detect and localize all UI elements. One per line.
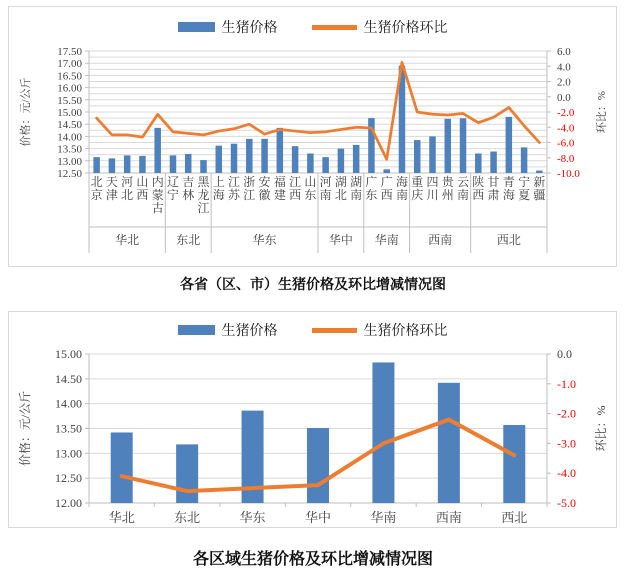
category-axis [89, 173, 547, 253]
svg-text:青海: 青海 [502, 175, 515, 202]
svg-text:上海: 上海 [212, 175, 225, 202]
svg-text:-3.0: -3.0 [557, 436, 576, 451]
svg-text:华南: 华南 [370, 510, 397, 525]
mom-series-label: 生猪价格环比 [363, 324, 448, 339]
category-axis [89, 503, 547, 525]
svg-text:华中: 华中 [328, 233, 353, 247]
svg-text:北京: 北京 [90, 175, 103, 202]
svg-text:陕西: 陕西 [472, 175, 485, 202]
svg-text:17.50: 17.50 [57, 46, 82, 58]
svg-text:16.00: 16.00 [57, 82, 82, 95]
region-chart-title: 各区域生猪价格及环比增减情况图 [192, 549, 433, 568]
province-price-chart [9, 39, 617, 255]
province-chart-title: 各省（区、市）生猪价格及环比增减情况图 [180, 277, 446, 293]
svg-text:-4.0: -4.0 [557, 122, 575, 135]
svg-text:13.50: 13.50 [57, 143, 82, 156]
mom-series-swatch [312, 328, 357, 333]
svg-text:-5.0: -5.0 [557, 496, 576, 510]
svg-text:四川: 四川 [426, 175, 439, 202]
svg-text:16.50: 16.50 [57, 70, 82, 83]
legend-item-mom [312, 17, 448, 37]
svg-text:15.50: 15.50 [57, 94, 82, 107]
svg-text:14.50: 14.50 [57, 119, 82, 132]
svg-text:价格：元/公斤: 价格：元/公斤 [18, 390, 32, 467]
svg-text:华北: 华北 [115, 233, 140, 247]
svg-text:4.0: 4.0 [557, 61, 571, 74]
svg-text:浙江: 浙江 [243, 175, 256, 202]
svg-text:-4.0: -4.0 [557, 466, 576, 481]
svg-text:湖北: 湖北 [334, 175, 347, 202]
svg-text:黑龙江: 黑龙江 [197, 175, 210, 215]
svg-text:安徽: 安徽 [258, 175, 271, 202]
price-series-label: 生猪价格 [221, 21, 278, 36]
svg-text:湖南: 湖南 [350, 175, 363, 202]
svg-text:-1.0: -1.0 [557, 376, 576, 391]
svg-text:河北: 河北 [121, 175, 134, 202]
svg-text:15.00: 15.00 [55, 347, 82, 361]
svg-text:17.00: 17.00 [57, 58, 82, 71]
svg-text:辽宁: 辽宁 [166, 175, 179, 202]
svg-text:山东: 山东 [304, 175, 317, 202]
svg-text:宁夏: 宁夏 [518, 175, 531, 202]
mom-series-swatch [312, 25, 357, 30]
region-chart-panel [8, 311, 617, 528]
legend-item-price [178, 320, 278, 340]
svg-text:华东: 华东 [252, 233, 277, 247]
svg-text:12.50: 12.50 [55, 471, 82, 486]
svg-text:14.00: 14.00 [57, 131, 82, 144]
svg-text:-10.0: -10.0 [557, 168, 580, 180]
svg-text:环比：%: 环比：% [594, 405, 608, 452]
svg-text:0.0: 0.0 [557, 347, 572, 361]
svg-text:2.0: 2.0 [557, 76, 571, 89]
legend-item-mom [312, 320, 448, 340]
region-chart-legend [9, 320, 616, 340]
svg-text:甘肃: 甘肃 [487, 175, 500, 202]
svg-text:0.0: 0.0 [557, 91, 571, 104]
price-series-label: 生猪价格 [221, 324, 278, 339]
svg-text:新疆: 新疆 [533, 175, 546, 202]
svg-text:重庆: 重庆 [411, 175, 424, 202]
svg-text:东北: 东北 [176, 233, 201, 247]
right-axis-ticks [547, 347, 576, 510]
svg-text:天津: 天津 [105, 175, 118, 202]
svg-text:吉林: 吉林 [182, 175, 195, 202]
svg-text:华南: 华南 [374, 233, 399, 247]
svg-text:-6.0: -6.0 [557, 137, 575, 150]
svg-text:-2.0: -2.0 [557, 107, 575, 119]
svg-text:广东: 广东 [365, 175, 378, 202]
svg-text:6.0: 6.0 [557, 46, 571, 58]
svg-text:-8.0: -8.0 [557, 152, 575, 165]
svg-text:华北: 华北 [108, 510, 135, 525]
svg-text:西南: 西南 [428, 233, 453, 247]
svg-text:河南: 河南 [319, 175, 332, 202]
svg-text:13.00: 13.00 [57, 155, 82, 168]
svg-text:广西: 广西 [380, 175, 393, 202]
svg-text:江西: 江西 [289, 175, 302, 202]
svg-text:价格：元/公斤: 价格：元/公斤 [20, 77, 32, 147]
svg-text:12.00: 12.00 [55, 496, 82, 510]
svg-text:内蒙古: 内蒙古 [151, 175, 164, 215]
svg-text:环比：%: 环比：% [596, 90, 608, 134]
region-price-chart [9, 340, 617, 528]
province-chart-legend [9, 17, 616, 37]
svg-text:贵州: 贵州 [441, 175, 454, 202]
svg-text:13.00: 13.00 [55, 446, 82, 461]
price-series-swatch [178, 22, 215, 32]
svg-text:-2.0: -2.0 [557, 406, 576, 421]
svg-text:12.50: 12.50 [57, 168, 82, 180]
svg-text:西南: 西南 [435, 510, 462, 525]
svg-text:13.50: 13.50 [55, 421, 82, 436]
svg-text:14.00: 14.00 [55, 396, 82, 411]
svg-text:江苏: 江苏 [228, 175, 241, 202]
mom-line [97, 62, 540, 159]
right-axis-ticks [547, 46, 580, 180]
svg-text:西北: 西北 [501, 510, 528, 525]
price-bars [111, 362, 526, 503]
svg-text:华中: 华中 [304, 510, 332, 525]
svg-text:14.50: 14.50 [55, 371, 82, 386]
svg-text:海南: 海南 [395, 175, 408, 202]
svg-text:山西: 山西 [136, 175, 149, 202]
svg-text:15.00: 15.00 [57, 107, 82, 119]
legend-item-price [178, 17, 278, 37]
price-series-swatch [178, 325, 215, 335]
svg-text:华东: 华东 [239, 510, 266, 525]
svg-text:西北: 西北 [496, 233, 521, 247]
left-axis-ticks [57, 46, 89, 180]
left-axis-ticks [55, 347, 89, 510]
mom-series-label: 生猪价格环比 [363, 21, 448, 36]
svg-text:云南: 云南 [457, 175, 470, 202]
svg-text:福建: 福建 [273, 175, 286, 202]
province-chart-panel [8, 6, 617, 267]
svg-text:东北: 东北 [174, 510, 201, 525]
